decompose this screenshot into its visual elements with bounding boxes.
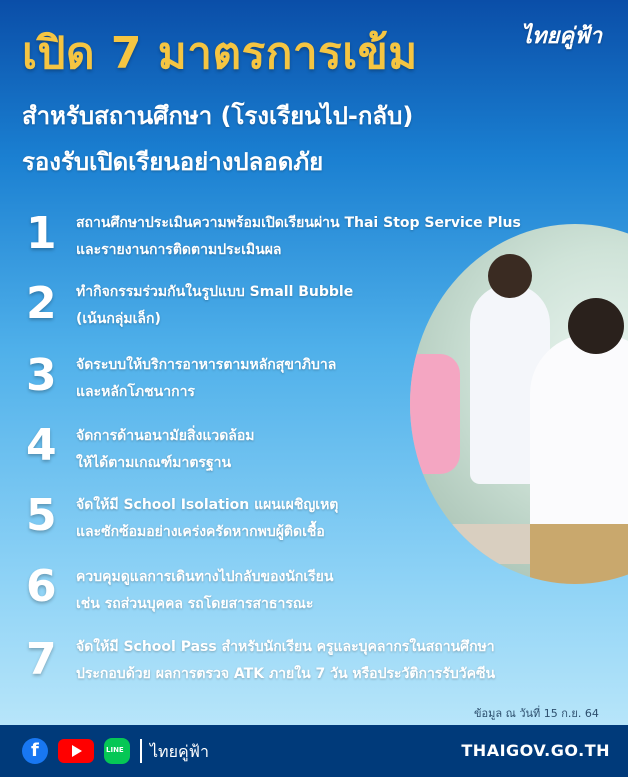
title-line-2: สำหรับสถานศึกษา (โรงเรียนไป-กลับ) xyxy=(22,102,414,130)
measure-number: 3 xyxy=(26,350,57,401)
measure-line-2: และรายงานการติดตามประเมินผล xyxy=(76,242,282,258)
footer-bar xyxy=(0,725,628,777)
measure-number: 4 xyxy=(26,420,57,471)
measure-line-1: จัดระบบให้บริการอาหารตามหลักสุขาภิบาล xyxy=(76,357,337,373)
measure-number: 1 xyxy=(26,208,57,259)
measure-number: 2 xyxy=(26,278,57,329)
measure-line-1: จัดการด้านอนามัยสิ่งแวดล้อม xyxy=(76,428,255,444)
measure-line-1: ควบคุมดูแลการเดินทางไปกลับของนักเรียน xyxy=(76,569,334,585)
measure-line-2: ให้ได้ตามเกณฑ์มาตรฐาน xyxy=(76,455,232,471)
title-line-3: รองรับเปิดเรียนอย่างปลอดภัย xyxy=(22,148,324,176)
measure-number: 5 xyxy=(26,490,57,541)
youtube-icon[interactable] xyxy=(58,739,94,763)
measure-line-1: ทำกิจกรรมร่วมกันในรูปแบบ Small Bubble xyxy=(76,284,354,300)
measure-line-2: (เน้นกลุ่มเล็ก) xyxy=(76,311,161,327)
data-date-note: ข้อมูล ณ วันที่ 15 ก.ย. 64 xyxy=(474,707,599,720)
measure-line-2: ประกอบด้วย ผลการตรวจ ATK ภายใน 7 วัน หรือประวัติการรับวัคซีน xyxy=(76,666,496,682)
facebook-icon[interactable] xyxy=(22,738,48,764)
measure-line-2: และซักซ้อมอย่างเคร่งครัดหากพบผู้ติดเชื้อ xyxy=(76,524,325,540)
footer-divider xyxy=(140,739,142,763)
measure-line-1: จัดให้มี School Pass สำหรับนักเรียน ครูและบุคลากรในสถานศึกษา xyxy=(76,639,495,655)
footer-page-name: ไทยคู่ฟ้า xyxy=(150,742,209,761)
footer-website-link[interactable]: THAIGOV.GO.TH xyxy=(461,741,610,760)
measure-number: 6 xyxy=(26,561,57,612)
title-line-1: เปิด 7 มาตรการเข้ม xyxy=(22,28,418,79)
line-icon[interactable] xyxy=(104,738,130,764)
measure-line-2: เช่น รถส่วนบุคคล รถโดยสารสาธารณะ xyxy=(76,596,314,612)
thaikufa-logo: ไทยคู่ฟ้า xyxy=(520,23,602,49)
measure-number: 7 xyxy=(26,634,57,685)
measure-line-1: สถานศึกษาประเมินความพร้อมเปิดเรียนผ่าน Thai Stop Service Plus xyxy=(76,215,521,231)
measure-line-1: จัดให้มี School Isolation แผนเผชิญเหตุ xyxy=(76,497,339,513)
measure-line-2: และหลักโภชนาการ xyxy=(76,384,195,400)
